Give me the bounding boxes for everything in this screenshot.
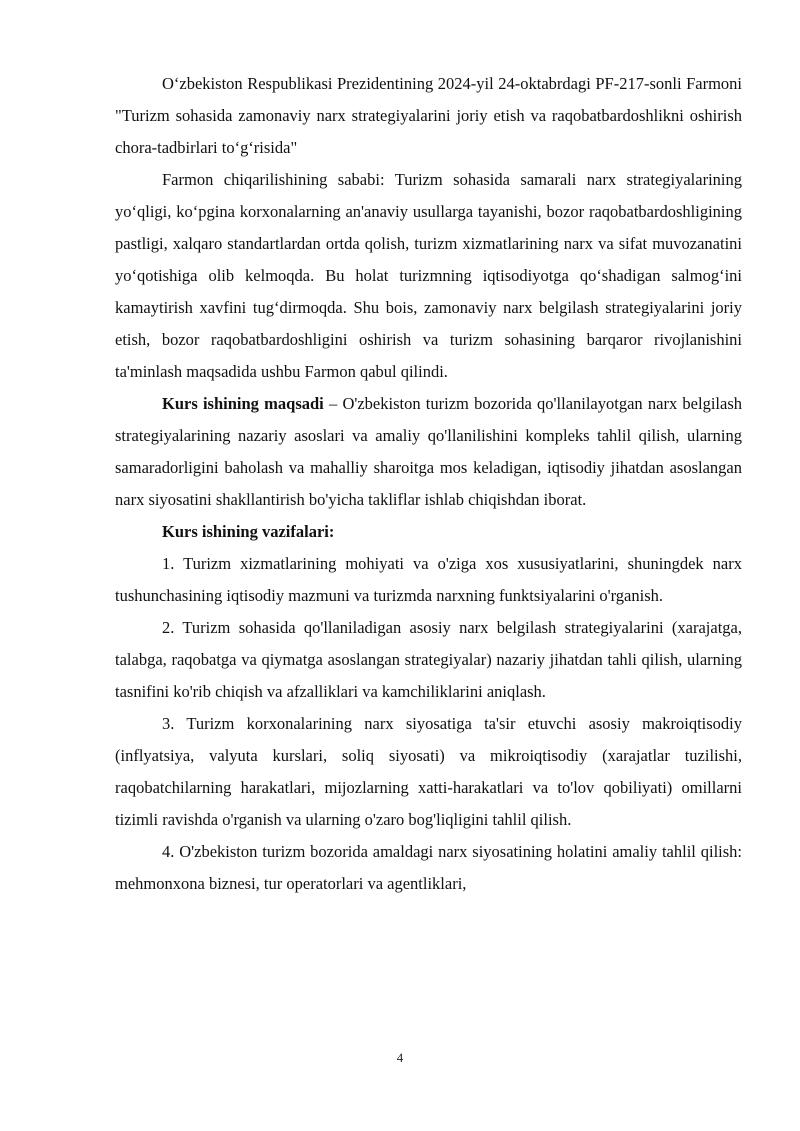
decree-title-paragraph (115, 68, 742, 164)
paragraph-text: Farmon chiqarilishining sababi: Turizm sohasida samarali narx strategiyalarining yo‘qligi, ko‘pgina korxonalarning an'anaviy usullarga tayanishi, bozor raqobatbardoshligining pastligi, xalqaro standartlardan ortda qolish, turizm xizmatlarining narx va sifat muvozanatini yo‘qotishiga olib kelmoqda. Bu holat turizmning iqtisodiyotga qo‘shadigan salmog‘ini kamaytirish xavfini tug‘dirmoqda. Shu bois, zamonaviy narx belgilash strategiyalarini joriy etish, bozor raqobatbardoshligini oshirish va turizm sohasining barqaror rivojlanishini ta'minlash maqsadida ushbu Farmon qabul qilindi. (115, 170, 742, 381)
task-item-3 (115, 708, 742, 836)
task-item-1 (115, 548, 742, 612)
course-tasks-heading: Kurs ishining vazifalari: (162, 522, 335, 541)
paragraph-text: 1. Turizm xizmatlarining mohiyati va o'ziga xos xususiyatlarini, shuningdek narx tushunchasining iqtisodiy mazmuni va turizmda narxning funktsiyalarini o'rganish. (115, 554, 742, 605)
page-number: 4 (396, 1050, 404, 1065)
paragraph-text: O‘zbekiston Respublikasi Prezidentining 2024-yil 24-oktabrdagi PF-217-sonli Farmoni "Turizm sohasida zamonaviy narx strategiyalarini joriy etish va raqobatbardoshlikni oshirish chora-tadbirlari to‘g‘risida" (115, 74, 742, 157)
course-goal-paragraph (115, 388, 742, 516)
task-item-2 (115, 612, 742, 708)
decree-reason-paragraph (115, 164, 742, 388)
document-page (115, 68, 742, 900)
course-tasks-heading-paragraph (115, 516, 742, 548)
paragraph-text: 4. O'zbekiston turizm bozorida amaldagi narx siyosatining holatini amaliy tahlil qilish: mehmonxona biznesi, tur operatorlari va agentliklari, (115, 842, 742, 893)
paragraph-text: 3. Turizm korxonalarining narx siyosatiga ta'sir etuvchi asosiy makroiqtisodiy (inflyatsiya, valyuta kurslari, soliq siyosati) va mikroiqtisodiy (xarajatlar tuzilishi, raqobatchilarning harakatlari, mijozlarning xatti-harakatlari va to'lov qobiliyati) omillarni tizimli ravishda o'rganish va ularning o'zaro bog'liqligini tahlil qilish. (115, 714, 742, 829)
paragraph-text: – O'zbekiston turizm bozorida qo'llanilayotgan narx belgilash strategiyalarining nazariy asoslari va amaliy qo'llanilishini kompleks tahlil qilish, ularning samaradorligini baholash va mahalliy sharoitga mos keladigan, iqtisodiy jihatdan asoslangan narx siyosatini shakllantirish bo'yicha takliflar ishlab chiqishdan iborat. (115, 394, 742, 509)
paragraph-text: 2. Turizm sohasida qo'llaniladigan asosiy narx belgilash strategiyalarini (xarajatga, talabga, raqobatga va qiymatga asoslangan strategiyalar) nazariy jihatdan tahli qilish, ularning tasnifini ko'rib chiqish va afzalliklari va kamchiliklarini aniqlash. (115, 618, 742, 701)
course-goal-heading: Kurs ishining maqsadi (162, 394, 324, 413)
task-item-4 (115, 836, 742, 900)
